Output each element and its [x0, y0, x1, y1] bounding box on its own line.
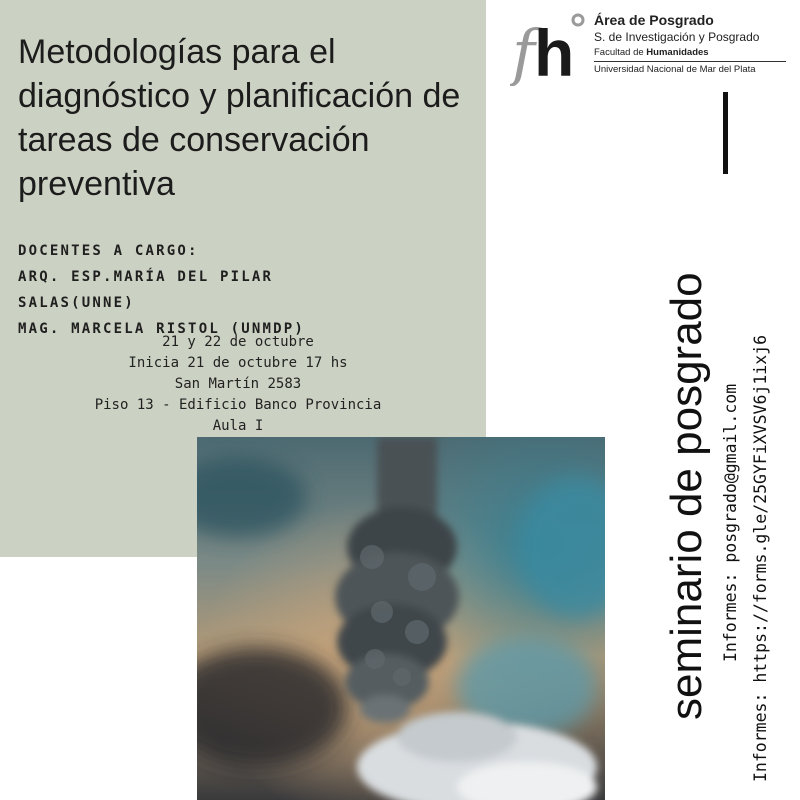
- logo-text: [594, 12, 786, 76]
- event-address: San Martín 2583: [174, 376, 302, 392]
- seminario-label: seminario de posgrado: [662, 272, 711, 720]
- page-title: Metodologías para el diagnóstico y planificación de tareas de conservación preventiva: [18, 33, 461, 203]
- event-dates: 21 y 22 de octubre: [162, 334, 314, 350]
- vertical-divider: [723, 92, 728, 174]
- informes-email[interactable]: Informes: posgrado@gmail.com: [721, 383, 740, 662]
- docente-line: SALAS(UNNE): [18, 295, 135, 311]
- event-room: Aula I: [212, 418, 264, 434]
- logo-divider: [594, 61, 786, 62]
- event-start: Inicia 21 de octubre 17 hs: [128, 355, 348, 371]
- docente-line: ARQ. ESP.MARÍA DEL PILAR: [18, 269, 274, 285]
- ink-smoke-photo: [197, 437, 605, 800]
- docentes-block: [18, 238, 305, 342]
- informes-form-link[interactable]: Informes: https://forms.gle/25GYFiXVSV6j1ixj6: [751, 334, 770, 782]
- svg-text:h: h: [534, 16, 575, 86]
- logo-faculty: Facultad de Humanidades: [594, 47, 709, 58]
- svg-text:f: f: [512, 16, 535, 86]
- docentes-heading: DOCENTES A CARGO:: [18, 243, 199, 259]
- event-details: [70, 332, 406, 437]
- faculty-logo: [510, 8, 790, 88]
- fh-monogram-icon: [510, 8, 588, 86]
- logo-area: Área de Posgrado: [594, 12, 714, 28]
- logo-secretaria: S. de Investigación y Posgrado: [594, 30, 760, 44]
- event-floor: Piso 13 - Edificio Banco Provincia: [94, 397, 382, 413]
- logo-university: Universidad Nacional de Mar del Plata: [594, 64, 756, 75]
- docente-line: MAG. MARCELA RISTOL (UNMDP): [18, 321, 305, 337]
